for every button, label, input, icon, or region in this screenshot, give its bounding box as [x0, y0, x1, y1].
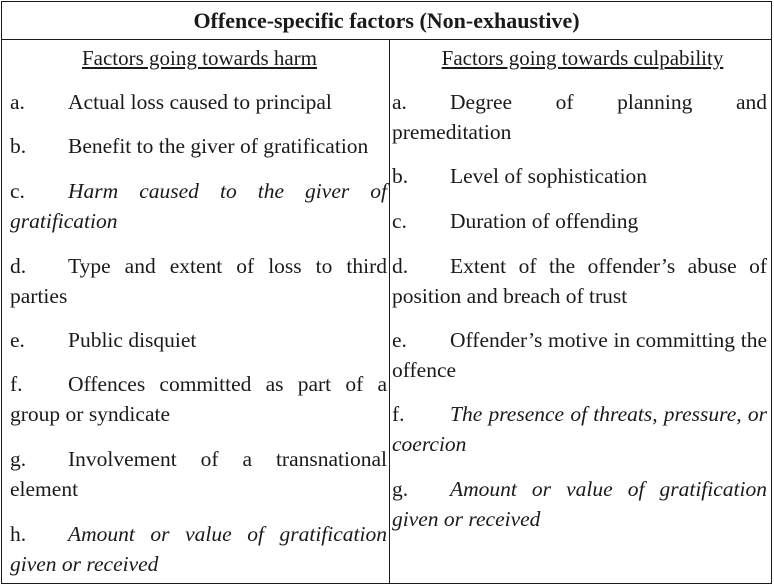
item-letter: a.	[10, 90, 25, 114]
item-text: Offences committed as part of a group or syndicate	[10, 372, 387, 426]
factors-table	[1, 1, 772, 584]
item-text: Amount or value of gratification given or received	[10, 522, 387, 576]
item-letter: b.	[10, 134, 27, 158]
harm-item-b	[10, 131, 387, 161]
item-text: Extent of the offender’s abuse of position and breach of trust	[392, 254, 767, 308]
harm-item-f	[10, 369, 387, 429]
harm-item-e	[10, 325, 387, 355]
item-letter: d.	[392, 254, 409, 278]
culpability-item-e	[392, 325, 767, 385]
culpability-item-d	[392, 251, 767, 311]
item-letter: a.	[392, 90, 407, 114]
item-letter: e.	[392, 328, 407, 352]
item-letter: d.	[10, 254, 27, 278]
item-letter: f.	[392, 402, 405, 426]
harm-item-g	[10, 444, 387, 504]
harm-item-d	[10, 251, 387, 311]
item-text: Offender’s motive in committing the offence	[392, 328, 767, 382]
item-text: Involvement of a transnational element	[10, 447, 387, 501]
culpability-item-f	[392, 399, 767, 459]
culpability-item-a	[392, 87, 767, 147]
table-title: Offence-specific factors (Non-exhaustive)	[2, 2, 771, 40]
item-text: Degree of planning and premeditation	[392, 90, 767, 144]
culpability-heading: Factors going towards culpability	[441, 46, 724, 70]
item-letter: c.	[10, 179, 25, 203]
harm-heading: Factors going towards harm	[81, 46, 318, 70]
harm-column	[2, 40, 390, 583]
item-letter: h.	[10, 522, 27, 546]
item-letter: g.	[392, 477, 409, 501]
item-letter: f.	[10, 372, 23, 396]
item-letter: g.	[10, 447, 27, 471]
item-letter: c.	[392, 209, 407, 233]
item-text: Duration of offending	[450, 209, 639, 233]
item-text: Actual loss caused to principal	[68, 90, 332, 114]
harm-item-a	[10, 87, 387, 117]
culpability-item-b	[392, 161, 767, 191]
item-text: Benefit to the giver of gratification	[68, 134, 369, 158]
item-text: Amount or value of gratification given or received	[392, 477, 767, 531]
item-text: The presence of threats, pressure, or coercion	[392, 402, 767, 456]
item-text: Harm caused to the giver of gratification	[10, 179, 387, 233]
item-text: Public disquiet	[68, 328, 197, 352]
item-text: Type and extent of loss to third parties	[10, 254, 387, 308]
item-text: Level of sophistication	[450, 164, 648, 188]
harm-item-c	[10, 176, 387, 236]
harm-item-h	[10, 519, 387, 579]
item-letter: e.	[10, 328, 25, 352]
culpability-item-g	[392, 474, 767, 534]
table-columns	[2, 40, 771, 583]
item-letter: b.	[392, 164, 409, 188]
culpability-column	[390, 40, 771, 583]
culpability-item-c	[392, 206, 767, 236]
